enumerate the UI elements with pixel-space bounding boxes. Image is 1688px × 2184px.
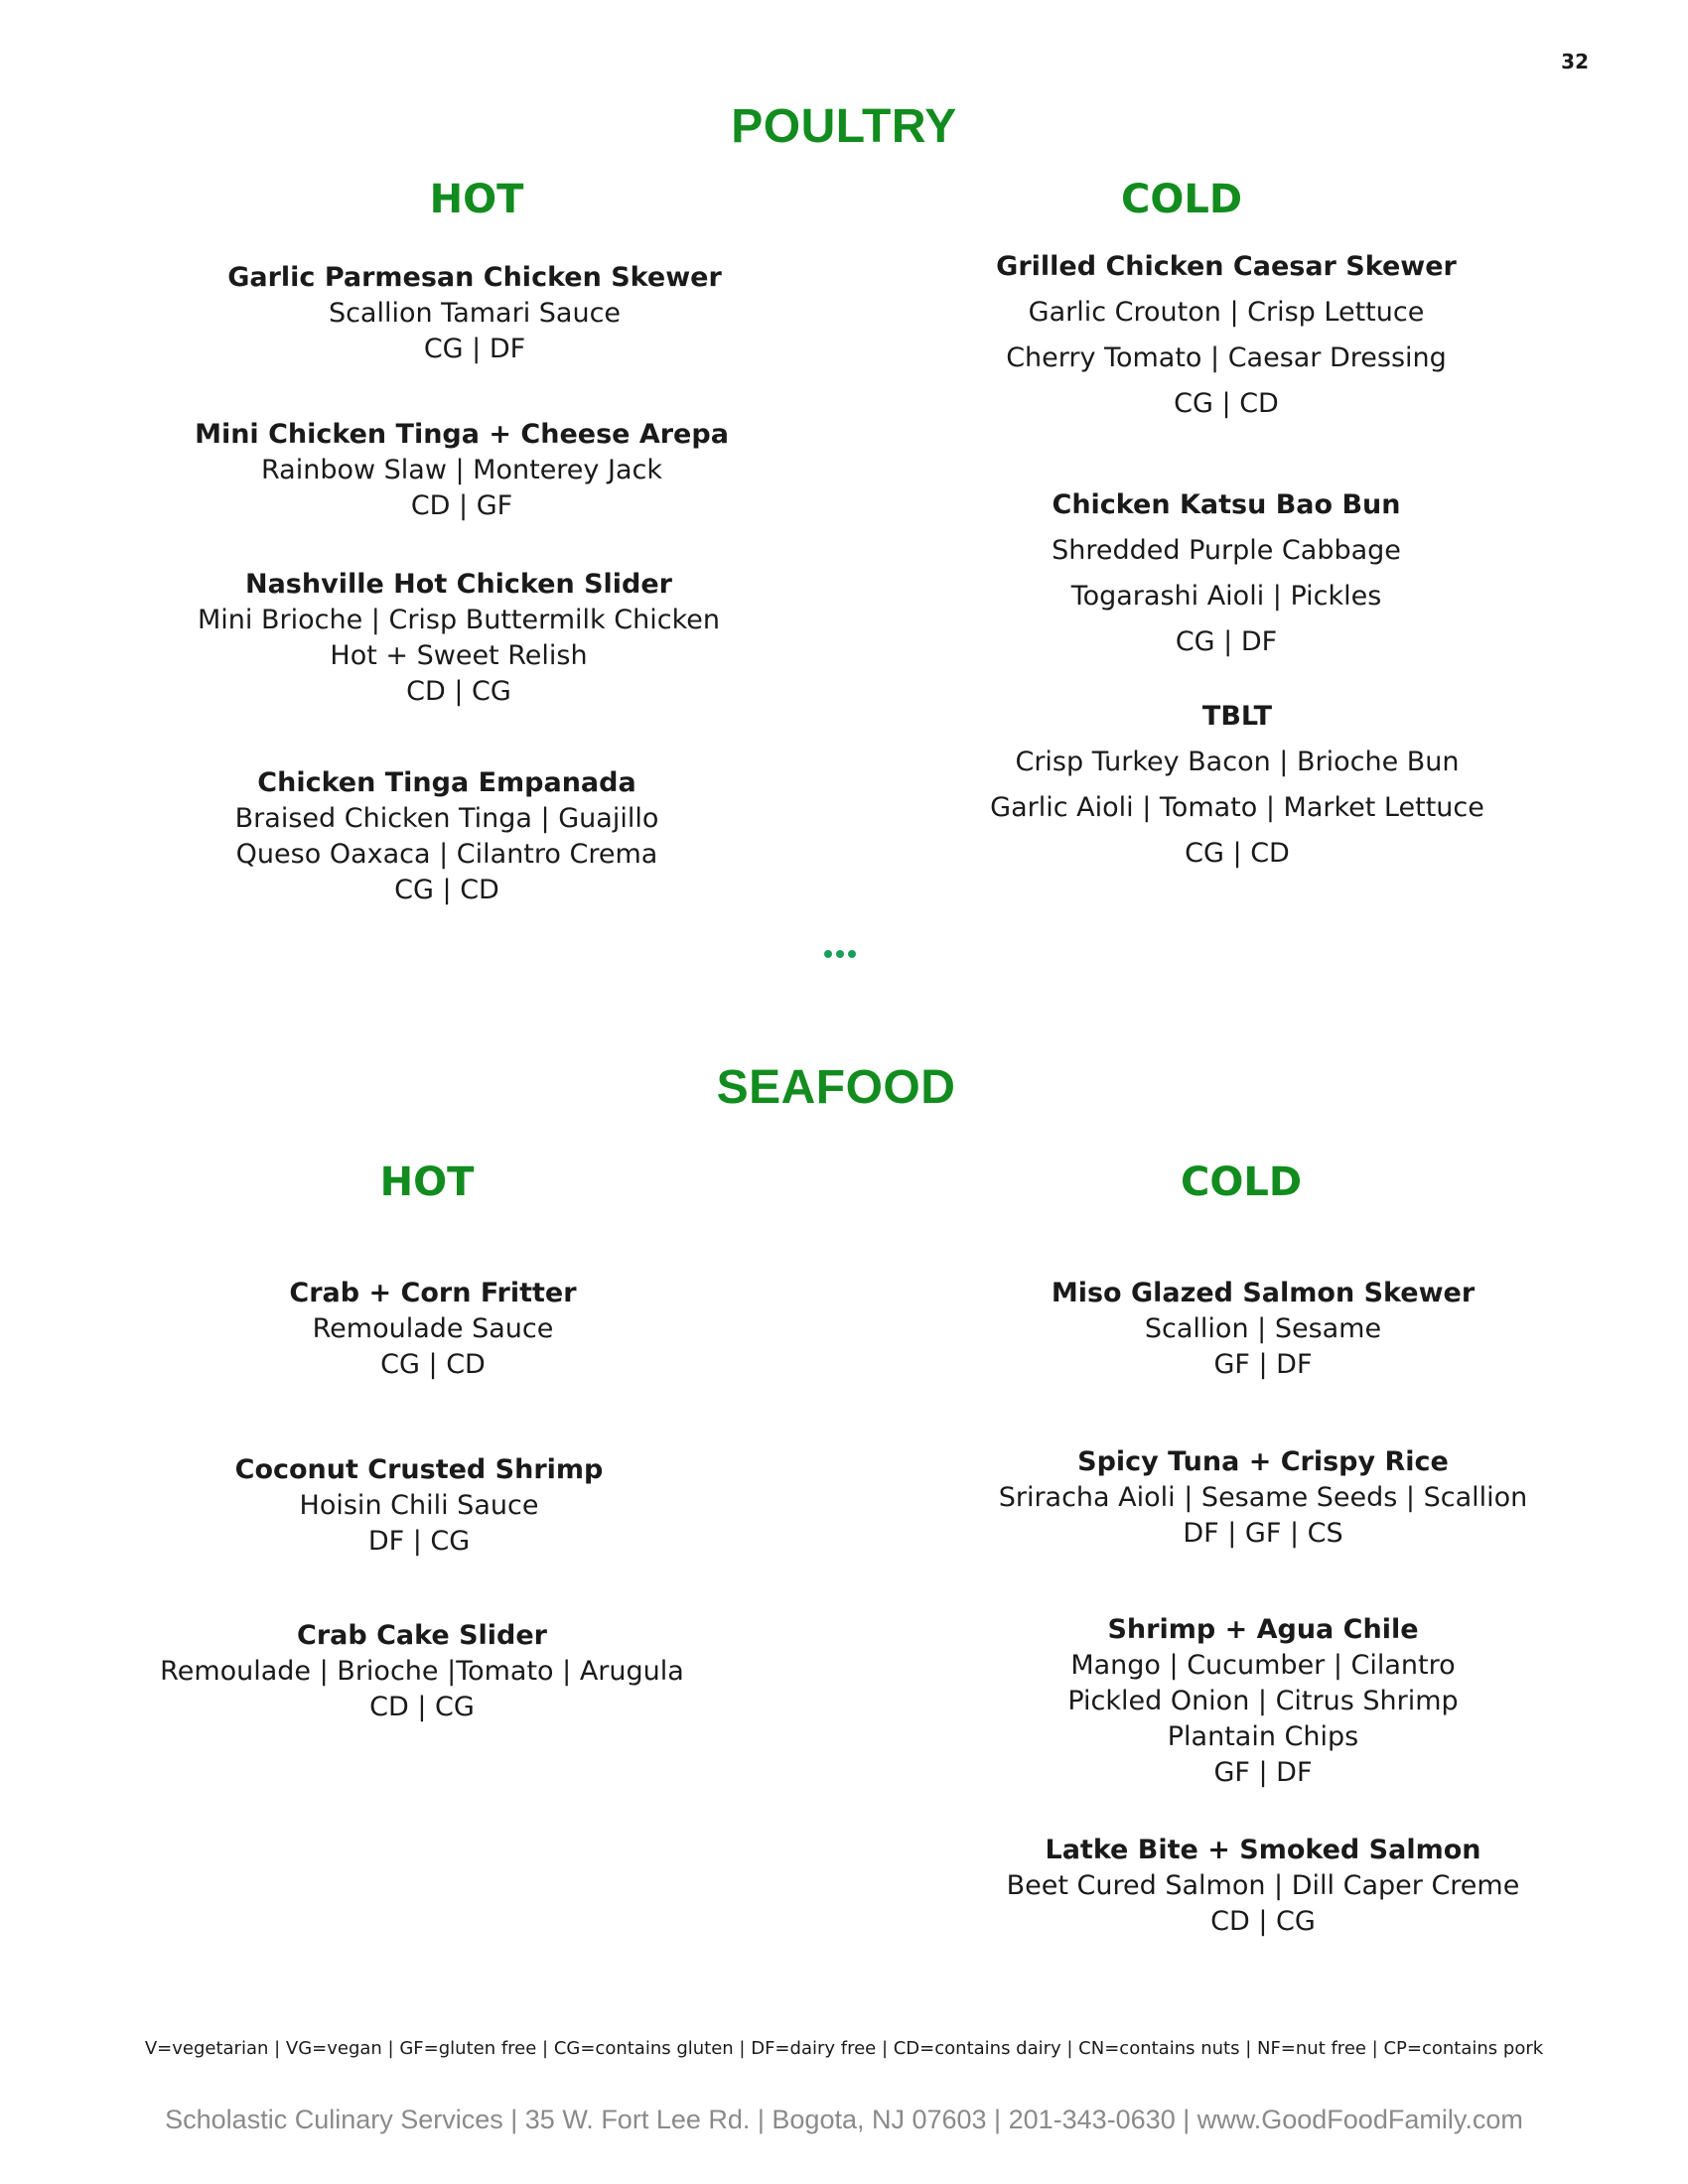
item-tags: CD | CG xyxy=(1210,1906,1316,1937)
item-name: Coconut Crusted Shrimp xyxy=(234,1454,604,1485)
item-name: Nashville Hot Chicken Slider xyxy=(244,569,672,600)
item-name: Crab Cake Slider xyxy=(297,1620,547,1651)
menu-item xyxy=(114,417,809,524)
item-description: Sriracha Aioli | Sesame Seeds | Scallion xyxy=(998,1482,1528,1513)
item-description: Plantain Chips xyxy=(1167,1721,1359,1752)
item-description: Beet Cured Salmon | Dill Caper Creme xyxy=(1006,1870,1520,1901)
menu-item xyxy=(915,1612,1611,1791)
item-description: Pickled Onion | Citrus Shrimp xyxy=(1067,1686,1459,1716)
item-description: Braised Chicken Tinga | Guajillo xyxy=(234,803,659,834)
item-tags: CD | CG xyxy=(406,676,511,707)
item-description: Rainbow Slaw | Monterey Jack xyxy=(261,455,662,485)
menu-item xyxy=(879,482,1574,665)
item-description: Mini Brioche | Crisp Buttermilk Chicken xyxy=(198,605,720,635)
item-description: Remoulade Sauce xyxy=(312,1313,554,1344)
item-name: Crab + Corn Fritter xyxy=(289,1278,577,1308)
menu-item xyxy=(111,567,806,710)
item-tags: CG | CD xyxy=(394,875,499,905)
item-description: Crisp Turkey Bacon | Brioche Bun xyxy=(1015,747,1460,777)
item-name: Latke Bite + Smoked Salmon xyxy=(1045,1835,1481,1865)
item-name: Shrimp + Agua Chile xyxy=(1107,1614,1419,1645)
menu-item xyxy=(879,244,1574,427)
dietary-legend: V=vegetarian | VG=vegan | GF=gluten free | CG=contains gluten | DF=dairy free | CD=contains dairy | CN=contains nuts | NF=nut free | CP=contains pork xyxy=(144,2038,1544,2059)
item-description: Cherry Tomato | Caesar Dressing xyxy=(1006,342,1447,373)
menu-item xyxy=(915,1276,1611,1383)
item-description: Shredded Purple Cabbage xyxy=(1052,535,1401,566)
item-name: Chicken Tinga Empanada xyxy=(257,767,636,798)
item-description: Garlic Crouton | Crisp Lettuce xyxy=(1028,297,1425,328)
item-description: Hoisin Chili Sauce xyxy=(299,1490,539,1521)
menu-item xyxy=(915,1444,1611,1552)
menu-item xyxy=(890,694,1585,877)
menu-item xyxy=(74,1618,770,1725)
item-tags: DF | GF | CS xyxy=(1183,1518,1343,1549)
item-name: Mini Chicken Tinga + Cheese Arepa xyxy=(195,419,729,450)
page-number: 32 xyxy=(1561,50,1589,73)
item-tags: GF | DF xyxy=(1213,1757,1313,1788)
item-description: Scallion | Sesame xyxy=(1144,1313,1382,1344)
item-tags: CG | DF xyxy=(423,334,526,364)
section-title-poultry: POULTRY xyxy=(731,100,957,153)
poultry-cold-heading: COLD xyxy=(1120,177,1243,222)
item-tags: CG | DF xyxy=(1175,626,1278,657)
item-description: Garlic Aioli | Tomato | Market Lettuce xyxy=(990,792,1484,823)
item-tags: DF | CG xyxy=(367,1526,471,1557)
item-name: TBLT xyxy=(1201,701,1273,732)
poultry-hot-heading: HOT xyxy=(429,177,524,222)
item-tags: CD | GF xyxy=(410,490,513,521)
item-tags: CD | CG xyxy=(369,1692,475,1722)
seafood-hot-heading: HOT xyxy=(379,1160,475,1205)
item-tags: GF | DF xyxy=(1213,1349,1313,1380)
seafood-cold-heading: COLD xyxy=(1180,1160,1303,1205)
item-description: Queso Oaxaca | Cilantro Crema xyxy=(235,839,658,870)
item-tags: CG | CD xyxy=(380,1349,486,1380)
footer-contact: Scholastic Culinary Services | 35 W. Fort Lee Rd. | Bogota, NJ 07603 | 201-343-0630 | www.GoodFoodFamily.com xyxy=(165,2105,1523,2134)
menu-item xyxy=(71,1452,767,1560)
item-description: Scallion Tamari Sauce xyxy=(328,298,622,329)
item-description: Togarashi Aioli | Pickles xyxy=(1070,581,1382,612)
item-description: Hot + Sweet Relish xyxy=(330,640,588,671)
item-description: Mango | Cucumber | Cilantro xyxy=(1070,1650,1456,1681)
item-name: Garlic Parmesan Chicken Skewer xyxy=(227,262,722,293)
item-name: Spicy Tuna + Crispy Rice xyxy=(1077,1446,1449,1477)
item-description: Remoulade | Brioche |Tomato | Arugula xyxy=(160,1656,684,1687)
item-tags: CG | CD xyxy=(1174,388,1279,419)
menu-item xyxy=(915,1833,1611,1940)
item-tags: CG | CD xyxy=(1185,838,1290,869)
menu-item xyxy=(85,1276,780,1383)
item-name: Miso Glazed Salmon Skewer xyxy=(1051,1278,1476,1308)
menu-item xyxy=(99,765,794,908)
section-divider-dots xyxy=(824,943,864,955)
menu-item xyxy=(127,260,822,367)
section-title-seafood: SEAFOOD xyxy=(716,1061,956,1114)
item-name: Chicken Katsu Bao Bun xyxy=(1052,489,1401,520)
item-name: Grilled Chicken Caesar Skewer xyxy=(996,251,1457,282)
